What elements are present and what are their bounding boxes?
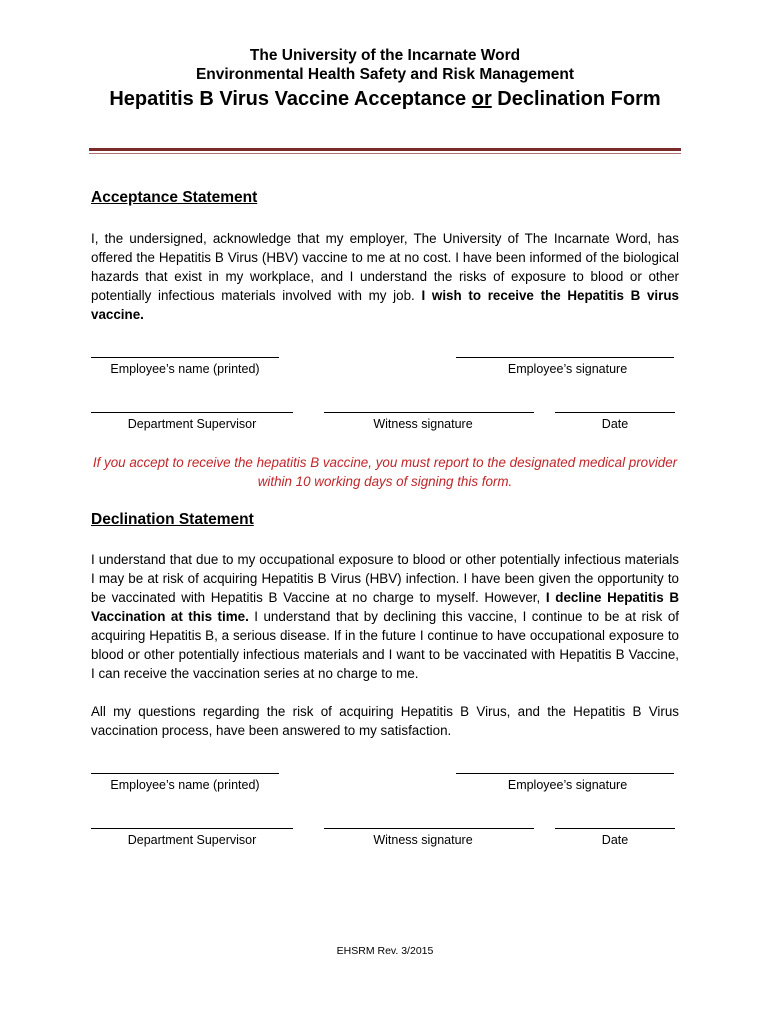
acceptance-employee-signature-line[interactable] xyxy=(456,357,674,358)
declination-date-label: Date xyxy=(601,833,629,847)
form-header xyxy=(0,46,770,112)
declination-questions-paragraph: All my questions regarding the risk of acquiring Hepatitis B Virus, and the Hepatitis B Virus vaccination process, have been answered to my satisfaction. xyxy=(91,704,679,738)
declination-paragraph xyxy=(91,550,679,683)
revision-footer: EHSRM Rev. 3/2015 xyxy=(336,945,434,957)
acceptance-text: I, the undersigned, acknowledge that my employer, The University of The Incarnate Word, has offered the Hepatitis B Virus (HBV) vaccine to me at no cost. I have been informed of the biological hazards that exist in my workplace, and I understand the risks of exposure to blood or other potentially infectious materials involved with my job. xyxy=(91,231,679,303)
acceptance-employee-name-label: Employee’s name (printed) xyxy=(110,362,260,376)
institution-name: The University of the Incarnate Word xyxy=(249,47,521,64)
acceptance-paragraph xyxy=(91,229,679,324)
declination-employee-name-line[interactable] xyxy=(91,773,279,774)
header-divider xyxy=(89,148,681,151)
declination-supervisor-label: Department Supervisor xyxy=(127,833,257,847)
acceptance-employee-signature-label: Employee’s signature xyxy=(507,362,628,376)
department-name: Environmental Health Safety and Risk Management xyxy=(195,66,575,83)
header-divider-thin xyxy=(89,153,681,154)
acceptance-supervisor-label: Department Supervisor xyxy=(127,417,257,431)
title-part-2: Declination Form xyxy=(491,88,661,110)
declination-bold-text: I decline Hepatitis B Vaccination at this time. xyxy=(91,590,679,624)
acceptance-date-label: Date xyxy=(601,417,629,431)
form-title xyxy=(0,86,770,112)
declination-text-2: I understand that by declining this vaccine, I continue to be at risk of acquiring Hepatitis B, a serious disease. If in the future I continue to have occupational exposure to blood or other potentially infectious materials and I want to be vaccinated with Hepatitis B Vaccine, I can receive the vaccination series at no charge to me. xyxy=(91,609,680,681)
acceptance-bold-text: I wish to receive the Hepatitis B virus vaccine. xyxy=(91,288,679,322)
declination-heading: Declination Statement xyxy=(91,511,254,528)
declination-date-line[interactable] xyxy=(555,828,675,829)
title-part-1: Hepatitis B Virus Vaccine Acceptance xyxy=(109,88,472,110)
acceptance-notice: If you accept to receive the hepatitis B vaccine, you must report to the designated medical provider within 10 working days of signing this form. xyxy=(92,455,678,489)
declination-employee-name-label: Employee’s name (printed) xyxy=(110,778,260,792)
title-or: or xyxy=(471,88,492,110)
acceptance-witness-label: Witness signature xyxy=(373,417,473,431)
acceptance-witness-line[interactable] xyxy=(324,412,534,413)
declination-witness-label: Witness signature xyxy=(373,833,473,847)
acceptance-supervisor-line[interactable] xyxy=(91,412,293,413)
acceptance-employee-name-line[interactable] xyxy=(91,357,279,358)
acceptance-heading: Acceptance Statement xyxy=(91,189,258,206)
declination-employee-signature-line[interactable] xyxy=(456,773,674,774)
declination-witness-line[interactable] xyxy=(324,828,534,829)
declination-employee-signature-label: Employee’s signature xyxy=(507,778,628,792)
acceptance-date-line[interactable] xyxy=(555,412,675,413)
declination-text-1: I understand that due to my occupational exposure to blood or other potentially infectious materials I may be at risk of acquiring Hepatitis B Virus (HBV) infection. I have been given the opportunity to be vaccinated with Hepatitis B Vaccine at no charge to myself. However, xyxy=(91,552,679,605)
declination-supervisor-line[interactable] xyxy=(91,828,293,829)
